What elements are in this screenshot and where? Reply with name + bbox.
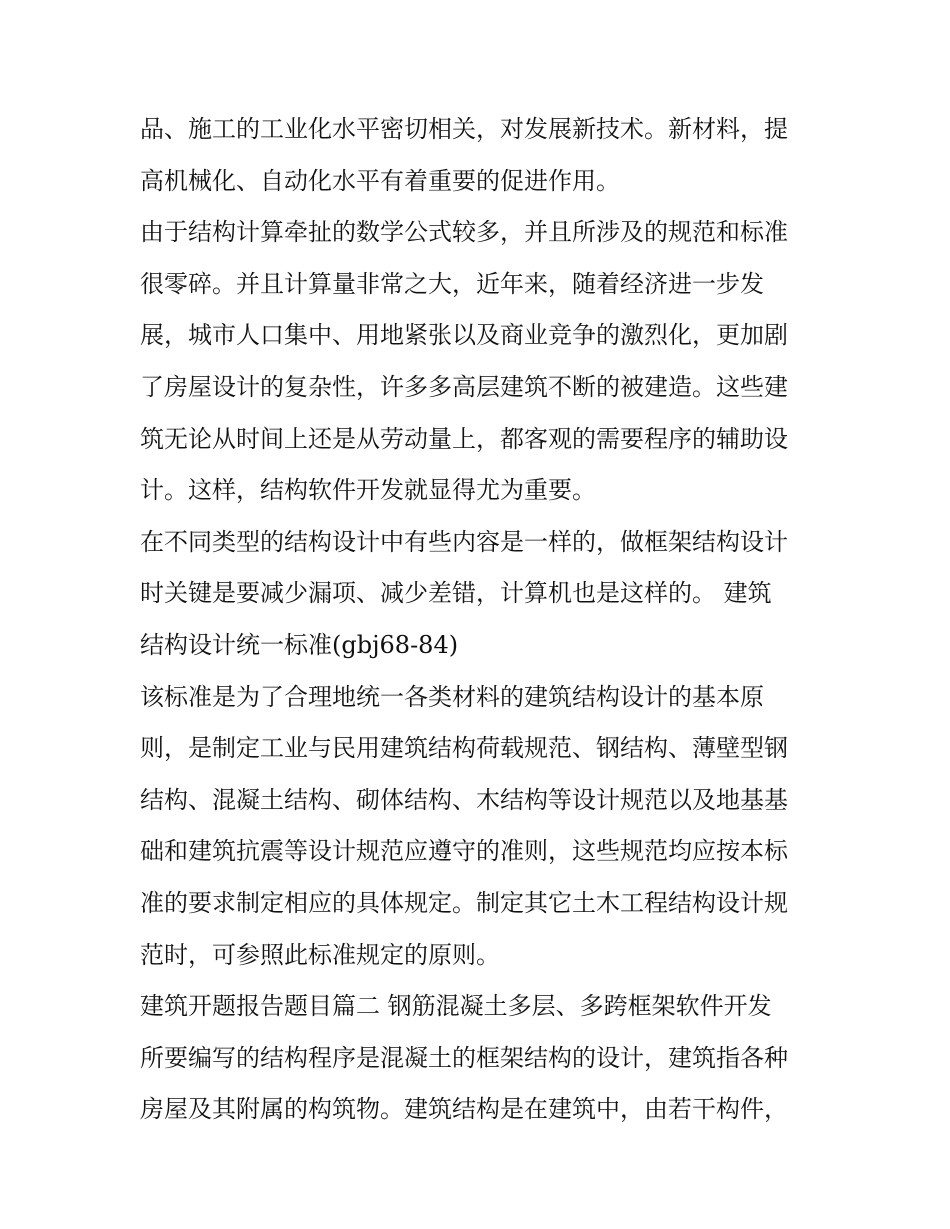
text-line: 结构、混凝土结构、砌体结构、木结构等设计规范以及地基基 <box>140 785 788 814</box>
text-line: 房屋及其附属的构筑物。建筑结构是在建筑中，由若干构件， <box>140 1095 788 1124</box>
paragraph-1 <box>140 104 815 207</box>
text-line: 计。这样，结构软件开发就显得尤为重要。 <box>140 476 596 505</box>
text-line: 了房屋设计的复杂性，许多多高层建筑不断的被建造。这些建 <box>140 372 788 401</box>
paragraph-4 <box>140 672 815 982</box>
text-line: 建筑开题报告题目篇二 钢筋混凝土多层、多跨框架软件开发 <box>140 992 772 1021</box>
text-line: 础和建筑抗震等设计规范应遵守的准则，这些规范均应按本标 <box>140 837 788 866</box>
text-line: 时关键是要减少漏项、减少差错，计算机也是这样的。 建筑 <box>140 579 772 608</box>
text-line: 由于结构计算牵扯的数学公式较多，并且所涉及的规范和标准 <box>140 218 788 247</box>
text-line: 在不同类型的结构设计中有些内容是一样的，做框架结构设计 <box>140 527 788 556</box>
paragraph-2 <box>140 207 815 517</box>
text-line: 筑无论从时间上还是从劳动量上，都客观的需要程序的辅助设 <box>140 424 788 453</box>
text-line: 所要编写的结构程序是混凝土的框架结构的设计，建筑指各种 <box>140 1043 788 1072</box>
document-body <box>140 104 815 1136</box>
text-line: 很零碎。并且计算量非常之大，近年来，随着经济进一步发 <box>140 269 764 298</box>
paragraph-6 <box>140 1033 815 1136</box>
paragraph-5-heading <box>140 981 815 1033</box>
text-line: 范时，可参照此标准规定的原则。 <box>140 940 500 969</box>
text-line: 品、施工的工业化水平密切相关，对发展新技术。新材料，提 <box>140 115 788 143</box>
paragraph-3 <box>140 517 815 672</box>
text-line: 该标准是为了合理地统一各类材料的建筑结构设计的基本原 <box>140 682 764 711</box>
text-line: 则，是制定工业与民用建筑结构荷载规范、钢结构、薄壁型钢 <box>140 734 788 763</box>
text-line: 准的要求制定相应的具体规定。制定其它土木工程结构设计规 <box>140 888 788 917</box>
text-line: 高机械化、自动化水平有着重要的促进作用。 <box>140 166 620 195</box>
text-line: 展，城市人口集中、用地紧张以及商业竞争的激烈化，更加剧 <box>140 321 788 350</box>
text-line: 结构设计统一标准(gbj68-84) <box>140 630 459 659</box>
